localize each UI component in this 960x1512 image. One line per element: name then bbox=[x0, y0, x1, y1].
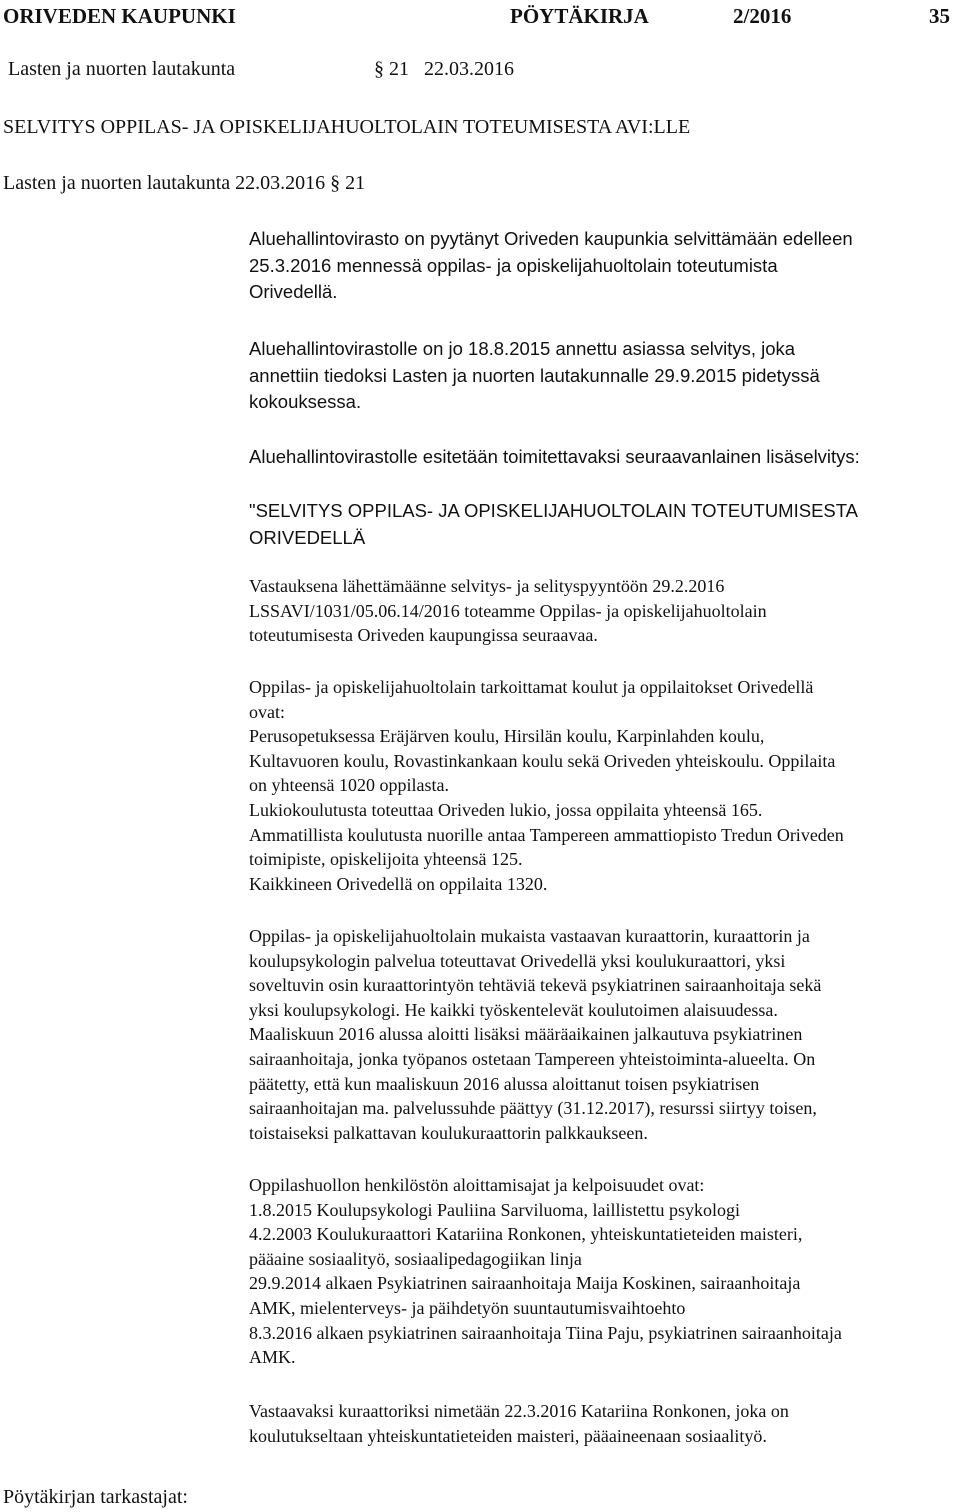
body-paragraph-3: Oppilas- ja opiskelijahuoltolain mukaista vastaavan kuraattorin, kuraattorin ja koulupsykologin palvelua toteuttavat Orivedellä yksi koulukuraattori, yksi soveltuvin osin kuraattorintyön tehtäviä tekevä psykiatrinen sairaanhoitaja sekä yksi koulupsykologi. He kaikki työskentelevät koulutoimen alaisuudessa. Maaliskuun 2016 alussa aloitti lisäksi määräaikainen jalkautuva psykiatrinen sairaanhoitaja, jonka työpanos ostetaan Tampereen yhteistoiminta-alueelta. On päätetty, että kun maaliskuun 2016 alussa aloittanut toisen psykiatrisen sairaanhoitajan ma. palvelussuhde päättyy (31.12.2017), resurssi siirtyy toisen, toistaiseksi palkattavan koulukuraattorin palkkaukseen. bbox=[249, 926, 822, 1143]
intro-paragraph-2: Aluehallintovirastolle on jo 18.8.2015 annettu asiassa selvitys, joka annettiin tiedoksi Lasten ja nuorten lautakunnalle 29.9.2015 pidetyssä kokouksessa. bbox=[249, 338, 820, 412]
minutes-checkers-label: Pöytäkirjan tarkastajat: bbox=[3, 1486, 188, 1508]
intro-paragraph-1: Aluehallintovirasto on pyytänyt Oriveden kaupunkia selvittämään edelleen 25.3.2016 mennessä oppilas- ja opiskelijahuoltolain toteutumista Orivedellä. bbox=[249, 228, 853, 302]
page-number: 35 bbox=[929, 4, 950, 28]
body-paragraph-4: Oppilashuollon henkilöstön aloittamisajat ja kelpoisuudet ovat: 1.8.2015 Koulupsykologi Pauliina Sarviluoma, laillistettu psykologi 4.2.2003 Koulukuraattori Katariina Ronkonen, yhteiskuntatieteiden maisteri, pääaine sosiaalityö, sosiaalipedagogiikan linja 29.9.2014 alkaen Psykiatrinen sairaanhoitaja Maija Koskinen, sairaanhoitaja AMK, mielenterveys- ja päihdetyön suuntautumisvaihtoehto 8.3.2016 alkaen psykiatrinen sairaanhoitaja Tiina Paju, psykiatrinen sairaanhoitaja AMK. bbox=[249, 1175, 842, 1368]
body-paragraph-2: Oppilas- ja opiskelijahuoltolain tarkoittamat koulut ja oppilaitokset Orivedellä ovat: Perusopetuksessa Eräjärven koulu, Hirsilän koulu, Karpinlahden koulu, Kultavuoren koulu, Rovastinkankaan koulu sekä Oriveden yhteiskoulu. Oppilaita on yhteensä 1020 oppilasta. Lukiokoulutusta toteuttaa Oriveden lukio, jossa oppilaita yhteensä 165. Ammatillista koulutusta nuorille antaa Tampereen ammattiopisto Tredun Oriveden toimipiste, opiskelijoita yhteensä 125. Kaikkineen Orivedellä on oppilaita 1320. bbox=[249, 677, 844, 894]
body-paragraph-5: Vastaavaksi kuraattoriksi nimetään 22.3.2016 Katariina Ronkonen, joka on koulutukseltaan yhteiskuntatieteiden maisteri, pääaineenaan sosiaalityö. bbox=[249, 1401, 789, 1446]
body-paragraph-1: Vastauksena lähettämäänne selvitys- ja selityspyyntöön 29.2.2016 LSSAVI/1031/05.06.14/2016 toteamme Oppilas- ja opiskelijahuoltolain toteutumisesta Oriveden kaupungissa seuraavaa. bbox=[249, 576, 767, 646]
document-title: SELVITYS OPPILAS- JA OPISKELIJAHUOLTOLAIN TOTEUMISESTA AVI:LLE bbox=[3, 116, 691, 138]
org-name: ORIVEDEN KAUPUNKI bbox=[3, 4, 236, 28]
doc-number: 2/2016 bbox=[733, 4, 792, 28]
doc-type: PÖYTÄKIRJA bbox=[510, 4, 649, 28]
section-number: § 21 bbox=[374, 58, 409, 80]
meeting-reference: Lasten ja nuorten lautakunta 22.03.2016 § 21 bbox=[3, 172, 366, 194]
committee-name: Lasten ja nuorten lautakunta bbox=[8, 58, 236, 80]
intro-quote-title: "SELVITYS OPPILAS- JA OPISKELIJAHUOLTOLAIN TOTEUTUMISESTA ORIVEDELLÄ bbox=[249, 500, 859, 548]
intro-paragraph-3: Aluehallintovirastolle esitetään toimitettavaksi seuraavanlainen lisäselvitys: bbox=[249, 446, 860, 467]
meeting-date: 22.03.2016 bbox=[424, 58, 514, 80]
